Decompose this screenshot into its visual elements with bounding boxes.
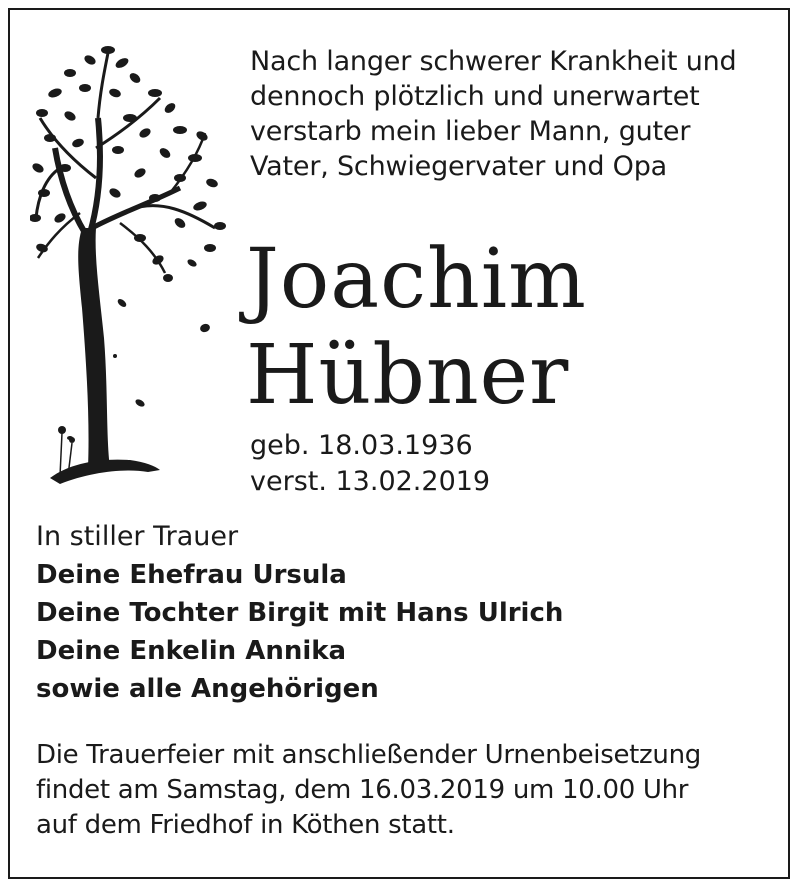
funeral-notice <box>36 738 701 843</box>
mourner-name: Deine Tochter Birgit mit Hans Ulrich <box>36 598 564 628</box>
funeral-line: Die Trauerfeier mit anschließender Urnenbeisetzung <box>36 740 701 770</box>
mourner-name: Deine Ehefrau Ursula <box>36 560 347 590</box>
deceased-name <box>246 232 587 424</box>
death-date: verst. 13.02.2019 <box>250 466 491 497</box>
funeral-line: findet am Samstag, dem 16.03.2019 um 10.00 Uhr <box>36 775 689 805</box>
intro-text <box>250 44 770 184</box>
mourner-name: sowie alle Angehörigen <box>36 674 379 704</box>
intro-line: dennoch plötzlich und unerwartet <box>250 81 700 112</box>
intro-line: verstarb mein lieber Mann, guter <box>250 116 691 147</box>
birth-date: geb. 18.03.1936 <box>250 430 473 461</box>
mourning-intro: In stiller Trauer <box>36 521 239 552</box>
life-dates <box>250 428 490 500</box>
deceased-first-name: Joachim <box>246 232 587 327</box>
deceased-last-name: Hübner <box>246 328 570 423</box>
funeral-line: auf dem Friedhof in Köthen statt. <box>36 810 455 840</box>
mourners-block <box>36 518 563 708</box>
mourner-name: Deine Enkelin Annika <box>36 636 347 666</box>
tree-with-falling-leaves-icon <box>30 38 230 498</box>
intro-line: Vater, Schwiegervater und Opa <box>250 151 668 182</box>
intro-line: Nach langer schwerer Krankheit und <box>250 46 737 77</box>
